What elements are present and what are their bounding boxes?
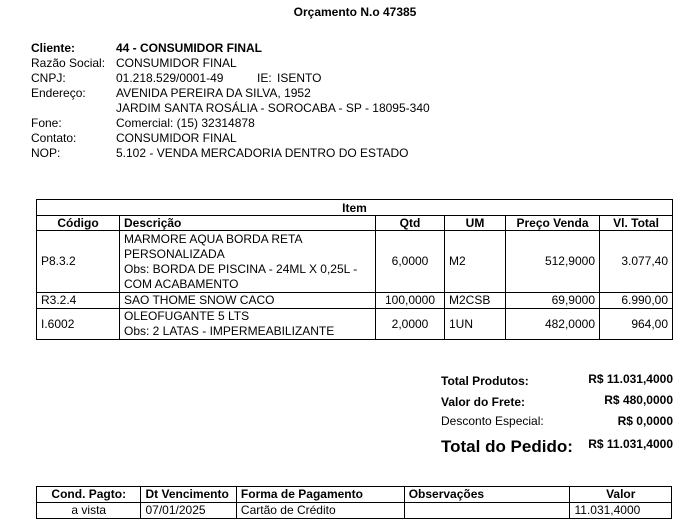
- cnpj-value: 01.218.529/0001-49: [116, 71, 224, 85]
- cell-descricao: [120, 231, 376, 293]
- cell-cond: a vista: [37, 503, 141, 519]
- cell-obs: [404, 503, 570, 519]
- endereco-line1: AVENIDA PEREIRA DA SILVA, 1952: [116, 86, 311, 100]
- col-header-preco: Preço Venda: [506, 216, 600, 231]
- col-header-codigo: Código: [37, 216, 120, 231]
- col-header-venc: Dt Vencimento: [141, 487, 236, 503]
- cell-codigo: R3.2.4: [37, 293, 120, 309]
- cell-descricao: [120, 293, 376, 309]
- col-header-forma: Forma de Pagamento: [236, 487, 404, 503]
- cell-qtd: 6,0000: [376, 231, 445, 293]
- cell-total: 964,00: [600, 309, 673, 340]
- desconto-label: Desconto Especial:: [441, 414, 544, 428]
- cell-preco: 512,9000: [506, 231, 600, 293]
- fone-value: Comercial: (15) 32314878: [116, 116, 255, 130]
- valor-frete-row: [441, 393, 673, 414]
- cnpj-label: CNPJ:: [31, 71, 66, 85]
- client-label: Cliente:: [31, 41, 76, 55]
- total-produtos-value: R$ 11.031,4000: [588, 372, 673, 386]
- cell-qtd: 2,0000: [376, 309, 445, 340]
- col-header-total: Vl. Total: [600, 216, 673, 231]
- desc-line: SAO THOME SNOW CACO: [124, 293, 275, 307]
- desconto-value: R$ 0,0000: [617, 414, 673, 428]
- contato-label: Contato:: [31, 131, 77, 145]
- col-header-cond: Cond. Pagto:: [37, 487, 141, 503]
- cell-um: 1UN: [445, 309, 506, 340]
- ie-value: ISENTO: [277, 71, 322, 85]
- col-header-um: UM: [445, 216, 506, 231]
- items-table: [36, 199, 673, 340]
- fone-label: Fone:: [31, 116, 62, 130]
- razao-label: Razão Social:: [31, 56, 106, 70]
- table-row: [37, 293, 673, 309]
- cell-venc: 07/01/2025: [141, 503, 236, 519]
- cell-qtd: 100,0000: [376, 293, 445, 309]
- cell-preco: 69,9000: [506, 293, 600, 309]
- cell-um: M2: [445, 231, 506, 293]
- contato-value: CONSUMIDOR FINAL: [116, 131, 237, 145]
- cell-total: 6.990,00: [600, 293, 673, 309]
- payment-header-row: [37, 487, 672, 503]
- items-header-row: [37, 216, 673, 231]
- desc-line: Obs: 2 LATAS - IMPERMEABILIZANTE: [124, 324, 335, 338]
- col-header-descricao: Descrição: [120, 216, 376, 231]
- total-produtos-row: [441, 372, 673, 393]
- cell-codigo: I.6002: [37, 309, 120, 340]
- total-pedido-label: Total do Pedido:: [441, 437, 573, 456]
- payment-table: [36, 486, 672, 519]
- endereco-line2: JARDIM SANTA ROSÁLIA - SOROCABA - SP - 18095-340: [116, 101, 430, 115]
- endereco-label: Endereço:: [31, 86, 86, 100]
- items-group-header: Item: [37, 200, 673, 216]
- cell-descricao: [120, 309, 376, 340]
- items-group-header-row: [37, 200, 673, 216]
- desc-line: Obs: BORDA DE PISCINA - 24ML X 0,25L -: [124, 261, 358, 276]
- totals-block: [441, 372, 673, 459]
- document-title: Orçamento N.o 47385: [293, 5, 417, 19]
- razao-value: CONSUMIDOR FINAL: [116, 56, 237, 70]
- nop-label: NOP:: [31, 146, 61, 160]
- table-row: [37, 309, 673, 340]
- col-header-valor: Valor: [570, 487, 672, 503]
- cell-forma: Cartão de Crédito: [236, 503, 404, 519]
- cell-valor: 11.031,4000: [570, 503, 672, 519]
- col-header-qtd: Qtd: [376, 216, 445, 231]
- table-row: [37, 503, 672, 519]
- valor-frete-label: Valor do Frete:: [441, 395, 526, 409]
- desc-line: OLEOFUGANTE 5 LTS: [124, 309, 250, 323]
- valor-frete-value: R$ 480,0000: [604, 393, 673, 407]
- desc-line: COM ACABAMENTO: [124, 276, 239, 291]
- table-row: [37, 231, 673, 293]
- cell-um: M2CSB: [445, 293, 506, 309]
- total-pedido-row: [441, 435, 673, 459]
- col-header-obs: Observações: [404, 487, 570, 503]
- client-value: 44 - CONSUMIDOR FINAL: [116, 41, 263, 55]
- nop-value: 5.102 - VENDA MERCADORIA DENTRO DO ESTADO: [116, 146, 409, 160]
- total-produtos-label: Total Produtos:: [441, 374, 529, 388]
- desc-line: PERSONALIZADA: [124, 246, 225, 261]
- cell-codigo: P8.3.2: [37, 231, 120, 293]
- ie-label: IE:: [257, 71, 272, 85]
- desc-line: MARMORE AQUA BORDA RETA: [124, 231, 303, 246]
- total-pedido-value: R$ 11.031,4000: [588, 437, 673, 451]
- desconto-row: [441, 414, 673, 435]
- cell-preco: 482,0000: [506, 309, 600, 340]
- cell-total: 3.077,40: [600, 231, 673, 293]
